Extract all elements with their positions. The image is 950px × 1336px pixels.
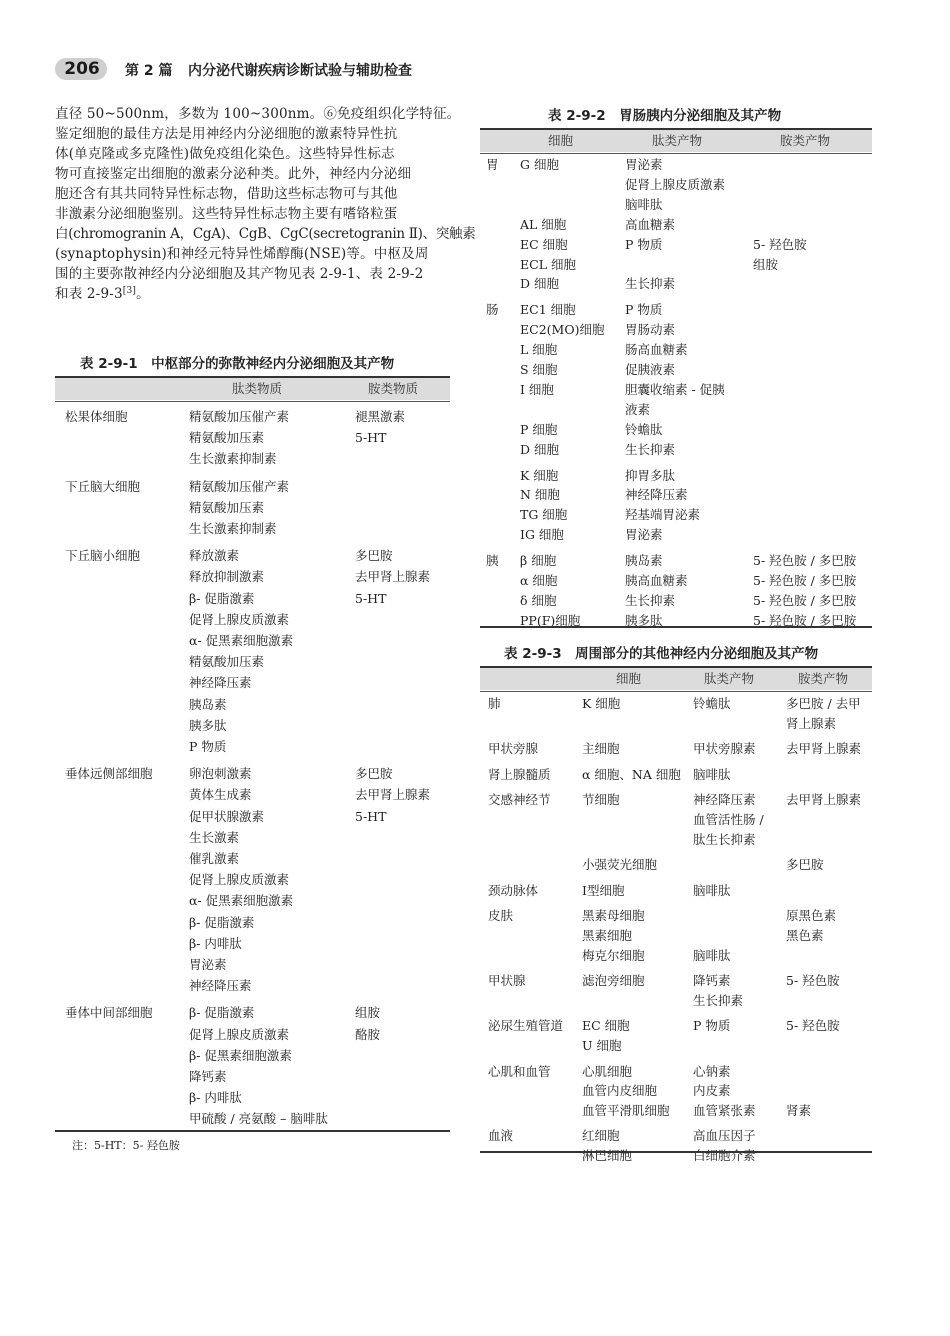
table2-row-peptide: 脑啡肽 [625,196,663,212]
table3-row-cell: Ⅰ型细胞 [582,882,625,898]
table1-note: 注：5-HT：5- 羟色胺 [72,1139,180,1152]
table3-row-peptide: 降钙素 [693,973,731,989]
table3-row-cell: 心肌细胞 [582,1063,633,1079]
table2-row-peptide: 促胰液素 [625,362,676,377]
table1-row-amine: 去甲肾上腺素 [355,787,431,803]
paragraph-line: 直径 50~500nm，多数为 100~300nm。⑥免疫组织化学特征。 [55,106,461,122]
table1-row-peptide: 生长激素抑制素 [189,451,277,467]
table2-row-amine: 5- 羟色胺 / 多巴胺 [753,573,857,588]
table3-row-organ: 肾上腺髓质 [488,766,551,782]
table2-row-cell: N 细胞 [520,487,560,503]
table2-header-peptide: 肽类产物 [652,133,703,148]
table2-row-cell: P 细胞 [520,421,558,437]
table3-row-cell: 红细胞 [582,1128,620,1144]
table2-row-peptide: 促肾上腺皮质激素 [625,176,726,192]
paragraph-line: 非激素分泌细胞鉴别。这些特异性标志物主要有嗜铬粒蛋 [55,206,398,222]
table2-row-peptide: 胰多肽 [625,612,663,628]
table3-row-cell: K 细胞 [582,696,621,711]
table3-row-peptide: 甲状旁腺素 [693,741,756,757]
table2-row-peptide: 胰岛素 [625,553,663,569]
table2-row-peptide: 生长抑素 [625,276,676,292]
table3-row-cell: U 细胞 [582,1038,622,1053]
table3-row-peptide: 血管活性肠 / [693,812,764,827]
table3-row-cell: 滤泡旁细胞 [582,973,645,989]
table2-row-cell: EC2(MO)细胞 [520,322,605,338]
table2-row-peptide: 神经降压素 [625,487,688,503]
table2-row-cell: β 细胞 [520,553,557,569]
table2-row-peptide: 高血糖素 [625,216,676,232]
table1-row-peptide: 卵泡刺激素 [189,766,252,782]
table1-row-peptide: 催乳激素 [189,851,240,866]
paragraph-line: 鉴定细胞的最佳方法是用神经内分泌细胞的激素特异性抗 [55,126,398,142]
paragraph-line: 白(chromogranin A，CgA)、CgB、CgC(secretogranin Ⅱ)、突触素 [55,226,476,242]
table1-row-peptide: 神经降压素 [189,978,252,994]
table1-row-peptide: 促肾上腺皮质激素 [189,872,290,888]
table1-row-cell-type: 下丘脑小细胞 [65,548,141,564]
paragraph-end: 。 [136,286,150,302]
table3-bottom-rule [480,1151,872,1153]
table2-row-peptide: 抑胃多肽 [625,467,676,483]
table1-row-amine: 多巴胺 [355,548,393,564]
table3-row-amine: 黑色素 [786,928,824,943]
table2-header-amine: 胺类产物 [780,133,831,148]
table3-row-cell: EC 细胞 [582,1018,630,1034]
table3-row-cell: 小强荧光细胞 [582,857,658,873]
table3-header-cell: 细胞 [616,671,642,686]
table1-header-rule [55,401,450,402]
table3-row-organ: 甲状旁腺 [488,741,539,757]
table1-row-peptide: 促肾上腺皮质激素 [189,611,290,627]
table1-row-peptide: α- 促黑素细胞激素 [189,893,294,909]
table2-row-peptide: P 物质 [625,236,663,252]
table3-row-peptide: 脑啡肽 [693,766,731,782]
table1-caption: 表 2-9-1 中枢部分的弥散神经内分泌细胞及其产物 [80,356,395,372]
paragraph-line: 体(单克隆或多克隆性)做免疫组化染色。这些特异性标志 [55,146,395,162]
table2-row-peptide: 肠高血糖素 [625,342,688,358]
table2-row-peptide: 胆囊收缩素 - 促胰 [625,381,725,397]
table2-row-amine: 5- 羟色胺 [753,236,807,252]
table3-row-cell: 淋巴细胞 [582,1148,633,1163]
table3-header-amine: 胺类产物 [798,671,849,686]
table2-row-cell: TG 细胞 [520,507,568,523]
table1-row-peptide: α- 促黑素细胞激素 [189,633,294,648]
table2-row-cell: K 细胞 [520,467,559,483]
table3-row-cell: 血管内皮细胞 [582,1083,658,1099]
table3-row-peptide: 心钠素 [693,1063,731,1079]
table1-row-peptide: β- 促脂激素 [189,590,255,606]
paragraph-line-last [55,284,455,306]
table2-row-peptide: 胃泌素 [625,157,663,172]
table2-bottom-rule [480,626,872,628]
paragraph-line: 围的主要弥散神经内分泌细胞及其产物见表 2-9-1、表 2-9-2 [55,266,424,282]
table3-row-organ: 泌尿生殖管道 [488,1018,564,1034]
table3-row-amine: 多巴胺 [786,857,824,873]
table1-row-amine: 5-HT [355,430,387,446]
table3-row-peptide: 铃蟾肽 [693,696,731,711]
table3-row-amine: 肾上腺素 [786,715,837,731]
table3-row-peptide: 脑啡肽 [693,882,731,898]
table3-row-peptide: 生长抑素 [693,992,744,1008]
table3-row-amine: 5- 羟色胺 [786,1018,840,1034]
table3-row-organ: 颈动脉体 [488,882,539,898]
table3-header-peptide: 肽类产物 [704,671,755,686]
table3-row-peptide: 高血压因子 [693,1128,756,1144]
table3-row-peptide: 神经降压素 [693,792,756,808]
paragraph-line: 物可直接鉴定出细胞的激素分泌种类。此外，神经内分泌细 [55,166,412,182]
table2-row-cell: PP(F)细胞 [520,612,581,628]
table1-row-peptide: 释放激素 [189,548,240,564]
table2-row-amine: 5- 羟色胺 / 多巴胺 [753,612,857,628]
part-label: 第 2 篇 [125,63,173,79]
table1-row-peptide: β- 内啡肽 [189,935,242,951]
table2-row-cell: α 细胞 [520,573,558,588]
table1-row-peptide: 精氨酸加压素 [189,430,265,446]
table1-row-amine: 去甲肾上腺素 [355,569,431,585]
table3-row-peptide: 内皮素 [693,1083,731,1099]
table2-row-peptide: 胰高血糖素 [625,573,688,588]
running-title: 内分泌代谢疾病诊断试验与辅助检查 [188,63,412,79]
table2-row-cell: D 细胞 [520,276,559,292]
table2-row-peptide: 液素 [625,401,651,417]
table1-row-peptide: 胰岛素 [189,696,227,712]
table2-row-organ: 胰 [486,553,499,569]
table3-row-peptide: 血管紧张素 [693,1102,756,1118]
table1-row-peptide: 精氨酸加压素 [189,654,265,670]
table1-row-peptide: 黄体生成素 [189,787,252,803]
table3-row-amine: 多巴胺 / 去甲 [786,696,861,711]
table1-row-cell-type: 下丘脑大细胞 [65,478,141,494]
table2-row-cell: AL 细胞 [520,216,567,232]
table1-bottom-rule [55,1130,450,1132]
table1-row-amine: 多巴胺 [355,766,393,782]
table1-row-peptide: 胃泌素 [189,957,227,972]
table1-row-peptide: β- 内啡肽 [189,1090,242,1106]
table3-row-cell: 血管平滑肌细胞 [582,1102,670,1118]
table2-row-amine: 组胺 [753,256,779,272]
table3-row-cell: 黑素细胞 [582,928,633,943]
table1-header-peptide: 肽类物质 [232,381,283,396]
table2-row-cell: D 细胞 [520,441,559,457]
table3-row-organ: 肺 [488,696,501,711]
table1-row-peptide: β- 促脂激素 [189,1005,255,1021]
table1-row-peptide: 甲硫酸 / 亮氨酸 – 脑啡肽 [189,1111,328,1127]
table2-row-peptide: 生长抑素 [625,592,676,608]
table1-row-peptide: 神经降压素 [189,675,252,691]
table1-row-peptide: 降钙素 [189,1069,227,1084]
table3-row-amine: 去甲肾上腺素 [786,741,862,757]
table1-row-peptide: 促肾上腺皮质激素 [189,1026,290,1042]
citation-ref: [3] [122,286,137,296]
table1-row-peptide: 生长激素抑制素 [189,521,277,536]
table2-row-cell: ECL 细胞 [520,256,576,272]
table1-row-amine: 组胺 [355,1005,381,1021]
table3-row-cell: 主细胞 [582,741,620,757]
table1-row-amine: 5-HT [355,808,387,824]
table3-row-organ: 皮肤 [488,908,514,924]
table2-row-cell: L 细胞 [520,342,558,358]
table3-row-cell: 梅克尔细胞 [582,947,645,963]
table3-row-cell: α 细胞、NA 细胞 [582,766,681,782]
table3-row-organ: 心肌和血管 [488,1063,551,1079]
table1-row-cell-type: 垂体远侧部细胞 [65,766,153,782]
table3-header-rule [480,691,872,692]
table3-row-amine: 肾素 [786,1102,812,1118]
table2-row-amine: 5- 羟色胺 / 多巴胺 [753,592,857,608]
table2-row-peptide: 羟基端胃泌素 [625,507,701,523]
table3-row-cell: 黑素母细胞 [582,908,645,924]
table1-row-peptide: 促甲状腺激素 [189,808,265,824]
table3-row-amine: 去甲肾上腺素 [786,792,862,808]
body-paragraph [55,104,476,306]
table2-row-peptide: 胃肠动素 [625,322,676,338]
table3-row-cell: 节细胞 [582,792,620,808]
table2-row-cell: δ 细胞 [520,592,557,608]
table2-row-cell: S 细胞 [520,362,558,377]
table1-row-peptide: 胰多肽 [189,717,227,733]
table3-row-peptide: 肽生长抑素 [693,831,756,847]
table2-header-rule [480,153,872,154]
table2-row-cell: G 细胞 [520,157,559,172]
table1-row-amine: 酪胺 [355,1026,381,1042]
table2-row-cell: I 细胞 [520,381,554,397]
table2-header-cell: 细胞 [548,133,574,148]
table1-row-peptide: 精氨酸加压催产素 [189,409,290,424]
page-number: 206 [64,59,100,79]
table1-row-peptide: 精氨酸加压素 [189,499,265,515]
paragraph-line: 和表 2-9-3 [55,286,123,302]
table1-row-amine: 5-HT [355,590,387,606]
table2-row-peptide: 胃泌素 [625,527,663,543]
table2-row-organ: 肠 [486,302,499,318]
paragraph-line: (synaptophysin)和神经元特异性烯醇酶(NSE)等。中枢及周 [55,246,429,262]
table2-caption: 表 2-9-2 胃肠胰内分泌细胞及其产物 [548,108,782,124]
table3-caption: 表 2-9-3 周围部分的其他神经内分泌细胞及其产物 [504,646,819,662]
paragraph-line: 胞还含有其共同特异性标志物，借助这些标志物可与其他 [55,186,398,202]
table3-row-peptide: P 物质 [693,1018,731,1034]
table1-row-amine: 褪黑激素 [355,409,406,424]
table1-row-peptide: P 物质 [189,739,227,754]
table2-row-cell: EC 细胞 [520,236,568,252]
table1-row-peptide: 释放抑制激素 [189,569,265,585]
table3-row-amine: 5- 羟色胺 [786,973,840,989]
table1-row-cell-type: 松果体细胞 [65,409,128,424]
table3-row-organ: 交感神经节 [488,792,551,808]
table3-row-peptide: 脑啡肽 [693,947,731,963]
table3-row-organ: 血液 [488,1128,514,1144]
table1-row-peptide: β- 促脂激素 [189,914,255,930]
table2-row-organ: 胃 [486,157,499,172]
table2-row-peptide: P 物质 [625,302,663,318]
table1-row-cell-type: 垂体中间部细胞 [65,1005,153,1021]
table1-header-amine: 胺类物质 [368,381,419,396]
table2-row-peptide: 铃蟾肽 [625,421,663,437]
table3-row-peptide: 白细胞介素 [693,1148,756,1163]
table3-row-organ: 甲状腺 [488,973,526,989]
table1-row-peptide: 精氨酸加压催产素 [189,478,290,494]
table2-row-peptide: 生长抑素 [625,441,676,457]
table3-row-amine: 原黑色素 [786,908,837,924]
table1-row-peptide: β- 促黑素细胞激素 [189,1047,292,1063]
table2-row-cell: EC1 细胞 [520,302,576,318]
table2-row-cell: IG 细胞 [520,527,564,543]
table1-row-peptide: 生长激素 [189,829,240,845]
table2-row-amine: 5- 羟色胺 / 多巴胺 [753,553,857,569]
